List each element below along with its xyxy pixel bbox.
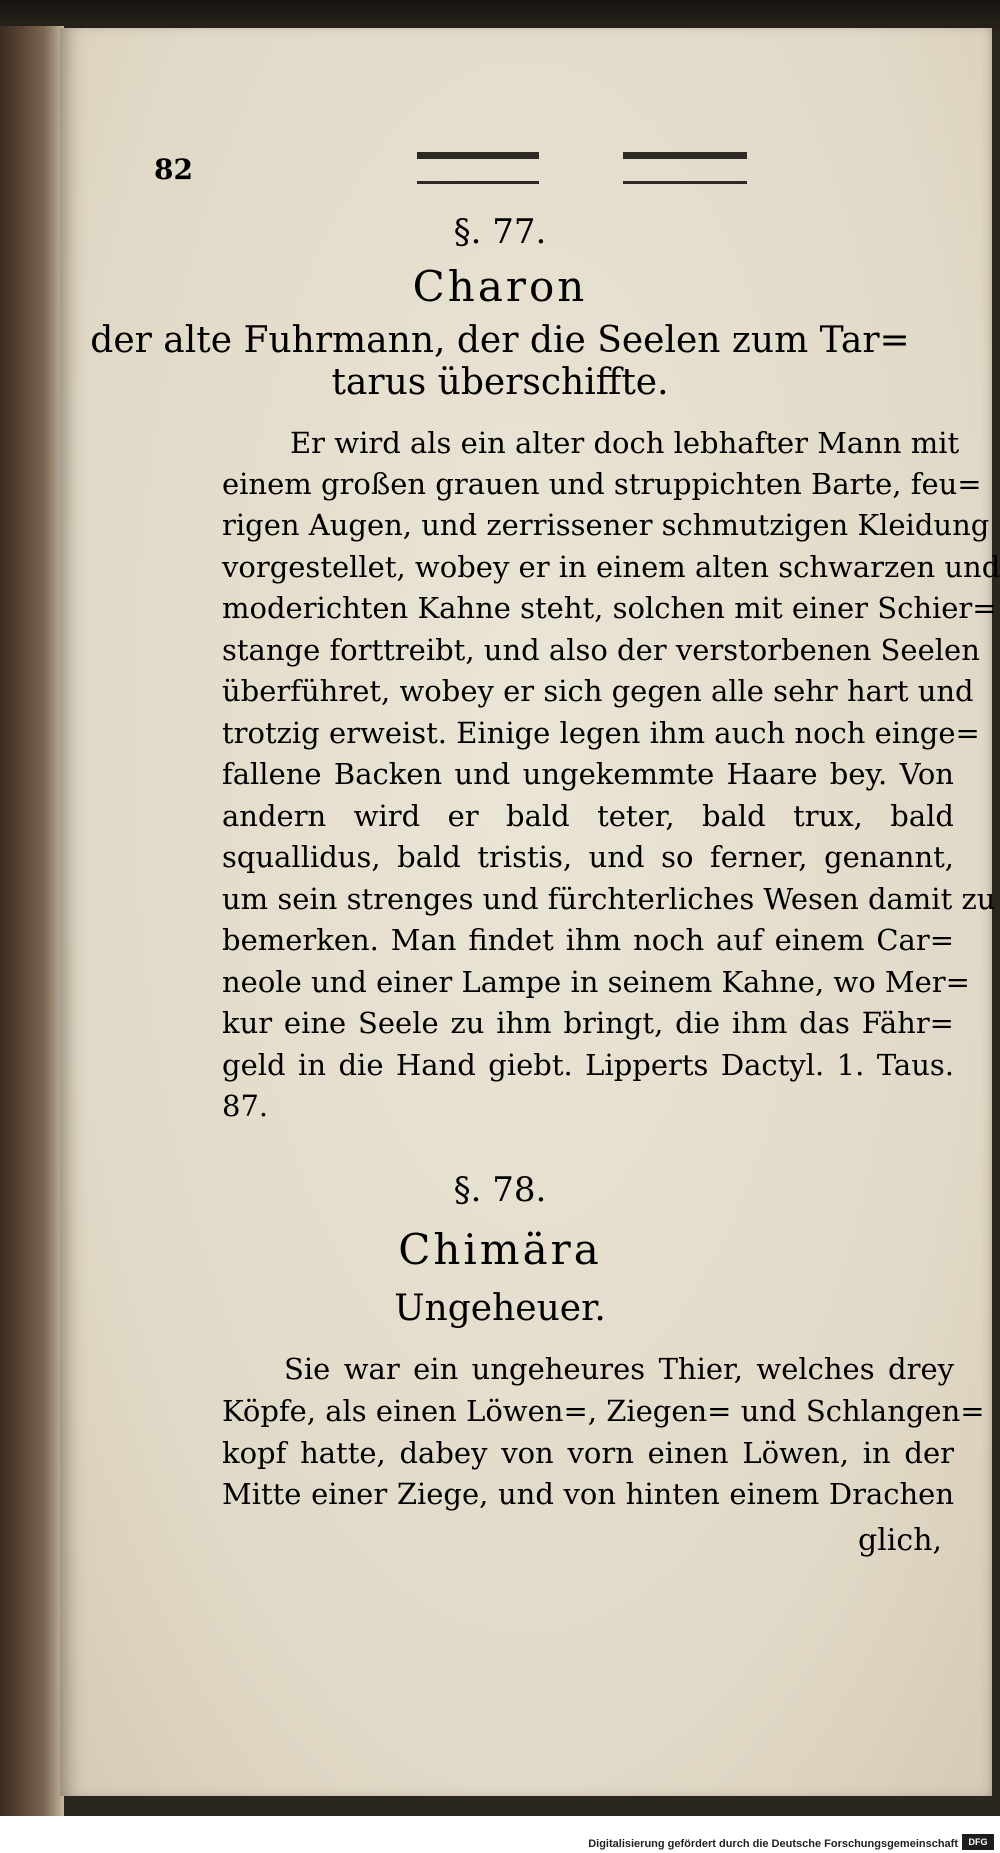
text-line: einem großen grauen und struppichten Barte, feu= [222, 467, 982, 501]
section-78-number: §. 78. [453, 1170, 547, 1210]
text-line: 87. [222, 1089, 269, 1123]
page-number: 82 [154, 153, 193, 186]
footer-credit: Digitalisierung gefördert durch die Deutsche Forschungsgemeinschaft [588, 1838, 958, 1850]
text-line: bemerken. Man findet ihm noch auf einem Car= [222, 923, 954, 957]
text-line: Mitte einer Ziege, und von hinten einem Drachen [222, 1477, 954, 1511]
dfg-logo: DFG [962, 1834, 994, 1850]
text-line: stange forttreibt, und also der verstorbenen Seelen [222, 633, 980, 667]
section-77-subtitle: der alte Fuhrmann, der die Seelen zum Tar= [90, 320, 910, 361]
section-77-subtitle: tarus überschiffte. [331, 362, 669, 403]
text-line: rigen Augen, und zerrissener schmutzigen Kleidung [222, 508, 990, 542]
text-line: vorgestellet, wobey er in einem alten schwarzen und [222, 550, 1000, 584]
text-line: trotzig erweist. Einige legen ihm auch noch einge= [222, 716, 980, 750]
section-78-title: Chimära [398, 1225, 602, 1274]
section-77-title: Charon [412, 262, 588, 311]
text-line: überführet, wobey er sich gegen alle sehr hart und [222, 674, 974, 708]
section-77-number: §. 77. [453, 212, 547, 252]
text-line: um sein strenges und fürchterliches Wesen damit zu [222, 882, 996, 916]
section-78-subtitle: Ungeheuer. [394, 1288, 606, 1329]
text-line: fallene Backen und ungekemmte Haare bey. Von [222, 757, 954, 791]
text-line: Köpfe, als einen Löwen=, Ziegen= und Schlangen= [222, 1394, 985, 1428]
text-line: Sie war ein ungeheures Thier, welches drey [284, 1352, 954, 1386]
text-line: Er wird als ein alter doch lebhafter Mann mit [290, 426, 960, 460]
text-line: neole und einer Lampe in seinem Kahne, wo Mer= [222, 965, 970, 999]
text-line: squallidus, bald tristis, und so ferner, genannt, [222, 840, 954, 874]
text-line: geld in die Hand giebt. Lipperts Dactyl. 1. Taus. [222, 1048, 954, 1082]
text-line: kur eine Seele zu ihm bringt, die ihm das Fähr= [222, 1006, 954, 1040]
catchword: glich, [858, 1523, 943, 1558]
text-line: andern wird er bald teter, bald trux, bald [222, 799, 954, 833]
header-ornament-left [417, 152, 539, 184]
text-line: moderichten Kahne steht, solchen mit einer Schier= [222, 591, 997, 625]
text-line: kopf hatte, dabey von vorn einen Löwen, in der [222, 1436, 954, 1470]
header-ornament-right [623, 152, 747, 184]
